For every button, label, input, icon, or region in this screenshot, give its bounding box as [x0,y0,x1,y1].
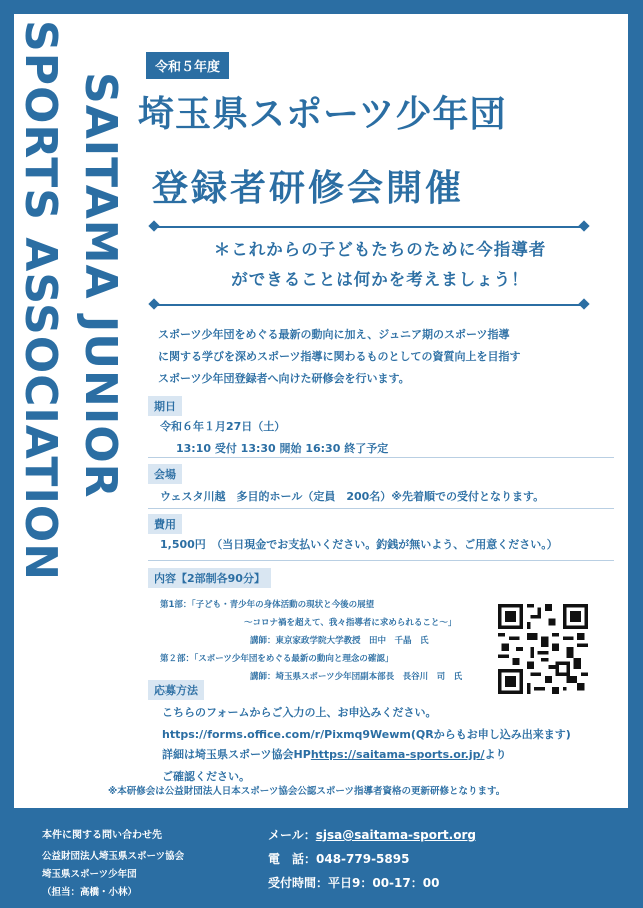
part1-subtitle: 〜コロナ禍を超えて、我々指導者に求められること〜」 [244,618,457,628]
apply-details-line [162,746,507,762]
divider-bottom [154,304,584,306]
association-website-link[interactable]: https://saitama-sports.or.jp/ [310,748,485,761]
part1-title: 第1部：「子ども・青少年の身体活動の現状と今後の展望 [160,600,375,610]
fee-label: 費用 [148,514,182,534]
intro-line: に関する学びを深めスポーツ指導に関わるものとしての資質向上を目指す [158,350,521,363]
fee-text: 1,500円 （当日現金でお支払いください。釣銭が無いよう、ご用意ください。） [160,538,558,551]
date-line-2: 13:10 受付 13:30 開始 16:30 終了予定 [176,442,389,455]
contact-title: 本件に関する問い合わせ先 [42,830,162,841]
contact-mail-link[interactable]: sjsa@saitama-sport.org [315,828,476,842]
vertical-text-sports-association: SPORTS ASSOCIATION [15,20,66,582]
subtitle-line-2: ができることは何かを考えましょう！ [231,270,529,289]
intro-line: スポーツ少年団をめぐる最新の動向に加え、ジュニア期のスポーツ指導 [158,328,510,341]
part2-lecturer: 講師：埼玉県スポーツ少年団副本部長 長谷川 司 氏 [250,672,463,682]
certification-note: ※本研修会は公益財団法人日本スポーツ協会公認スポーツ指導者資格の更新研修となります。 [108,786,506,797]
title-line-2: 登録者研修会開催 [152,168,465,209]
subtitle-line-1: ＊これからの子どもたちのために今指導者 [213,240,547,259]
apply-label: 応募方法 [148,680,204,700]
apply-form-url[interactable]: https://forms.office.com/r/Pixmq9Wewm(QRからもお申し込み出来ます) [162,728,571,741]
contact-hours: 受付時間：平日9：00-17：00 [268,876,440,890]
section-separator [148,508,614,509]
intro-text [158,324,521,390]
apply-details-suffix: より [484,748,507,761]
divider-top [154,226,584,228]
year-badge: 令和５年度 [146,52,229,79]
section-separator [148,457,614,458]
date-line-1: 令和６年１月27日（土） [160,420,286,433]
contact-tel: 電 話：048-779-5895 [268,852,410,866]
title-line-1: 埼玉県スポーツ少年団 [138,94,507,135]
section-separator [148,560,614,561]
contact-org-2: 埼玉県スポーツ少年団 [42,869,137,880]
contact-mail-row [268,826,476,843]
intro-line: スポーツ少年団登録者へ向けた研修会を行います。 [158,372,410,385]
part1-lecturer: 講師：東京家政学院大学教授 田中 千晶 氏 [250,636,429,646]
qr-code-image[interactable] [498,604,588,694]
apply-line-4: ご確認ください。 [162,770,250,783]
apply-line-1: こちらのフォームからご入力の上、お申込みください。 [162,706,437,719]
contact-staff: （担当：高橋・小林） [42,887,138,898]
vertical-text-saitama-junior: SAITAMA JUNIOR [75,72,126,499]
content-label: 内容【2部制各90分】 [148,568,271,588]
apply-details-prefix: 詳細は埼玉県スポーツ協会HP [162,748,311,761]
venue-label: 会場 [148,464,182,484]
mail-label: メール： [268,828,316,842]
venue-text: ウェスタ川越 多目的ホール（定員 200名）※先着順での受付となります。 [160,490,545,503]
part2-title: 第２部：「スポーツ少年団をめぐる最新の動向と理念の確認」 [160,654,394,664]
contact-org-1: 公益財団法人埼玉県スポーツ協会 [42,851,185,862]
date-label: 期日 [148,396,182,416]
